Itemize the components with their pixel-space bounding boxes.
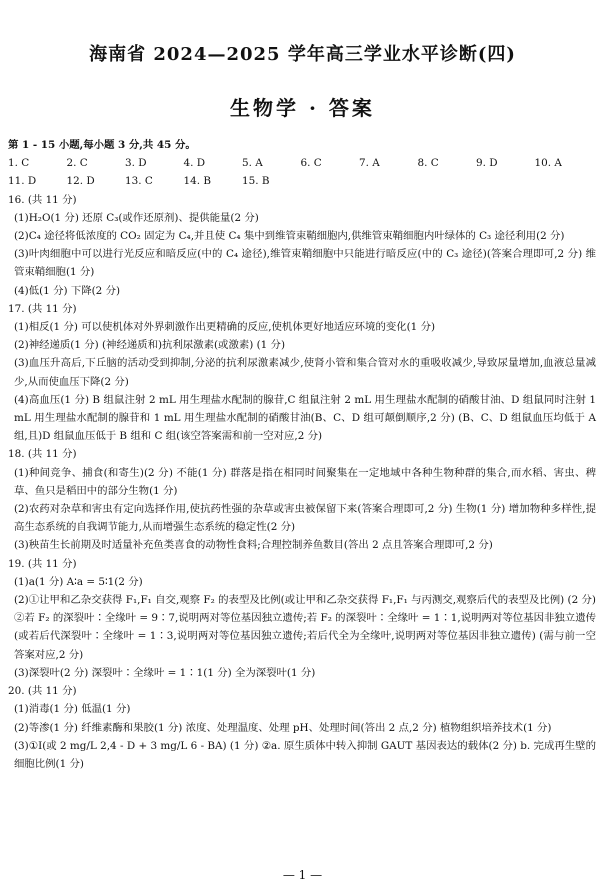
page-number: — 1 — [282,868,323,882]
answer-line: (2)农药对杂草和害虫有定向选择作用,使抗药性强的杂草或害虫被保留下来(答案合理即可,2 分) 生物(1 分) 增加物种多样性,提高生态系统的自我调节能力,从而增强生态系统的稳定性(2 分) [14,503,596,534]
mcq-answer: 6. C [300,157,322,170]
mcq-answer: 11. D [8,175,37,188]
answer-line: (3)叶肉细胞中可以进行光反应和暗反应(中的 C₄ 途径),维管束鞘细胞中只能进行暗反应(中的 C₃ 途径)(答案合理即可,2 分) 维管束鞘细胞(1 分) [14,248,596,279]
mcq-answer: 13. C [125,175,153,188]
question-17 [8,300,596,446]
mcq-answer: 12. D [66,175,95,188]
mcq-answer: 9. D [476,157,498,170]
answer-line: (1)a(1 分) A∶a = 5∶1(2 分) [14,575,143,588]
answer-line: (3)血压升高后,下丘脑的活动受到抑制,分泌的抗利尿激素减少,使肾小管和集合管对水的重吸收减少,导致尿量增加,血液总量减少,从而使血压下降(2 分) [14,357,596,388]
answer-line: (4)高血压(1 分) B 组鼠注射 2 mL 用生理盐水配制的腺苷,C 组鼠注射 2 mL 用生理盐水配制的硝酸甘油、D 组鼠同时注射 1 mL 用生理盐水配制的腺苷和 1 mL 用生理盐水配制的硝酸甘油(B、C、D 组可颠倒顺序,2 分) (B、C、D 组鼠血压均低于 A 组,且)D 组鼠血压低于 B 组和 C 组(该空答案需和前一空对应,2 分) [14,393,596,443]
answer-line: (2)C₄ 途径将低浓度的 CO₂ 固定为 C₄,并且使 C₄ 集中到维管束鞘细胞内,供维管束鞘细胞内叶绿体的 C₃ 途径利用(2 分) [14,230,565,243]
mcq-answer: 4. D [183,157,206,170]
question-18 [8,445,596,554]
mcq-intro: 第 1 - 15 小题,每小题 3 分,共 45 分。 [8,139,196,151]
mcq-answer: 1. C [8,157,30,170]
mcq-answer: 15. B [242,175,270,188]
question-16 [8,191,596,300]
mcq-answer: 3. D [125,157,147,170]
question-heading: 18. (共 11 分) [8,448,77,461]
mcq-answer: 14. B [183,175,211,188]
question-heading: 20. (共 11 分) [8,685,77,698]
mcq-answer: 2. C [66,157,88,170]
answer-line: (2)①让甲和乙杂交获得 F₁,F₁ 自交,观察 F₂ 的表型及比例(或让甲和乙杂交获得 F₁,F₁ 与丙测交,观察后代的表型及比例) (2 分) ②若 F₂ 的深裂叶∶全缘叶 = 9∶7,说明两对等位基因独立遗传;若 F₂ 的深裂叶∶全缘叶 = 1∶1,说明两对等位基因非独立遗传(或若后代深裂叶∶全缘叶 = 1∶3,说明两对等位基因独立遗传;若后代全为全缘叶,说明两对等位基因非独立遗传) (需与前一空答案对应,2 分) [14,594,596,661]
answer-line: (1)H₂O(1 分) 还原 C₃(或作还原剂)、提供能量(2 分) [14,211,259,224]
mcq-answer: 10. A [534,157,562,170]
answer-line: (3)①Ⅰ(或 2 mg/L 2,4 - D + 3 mg/L 6 - BA) (1 分) ②a. 原生质体中转入抑制 GAUT 基因表达的载体(2 分) b. 完成再生壁的细胞比例(1 分) [14,739,596,770]
question-heading: 17. (共 11 分) [8,302,77,315]
answer-line: (2)神经递质(1 分) (神经递质和)抗利尿激素(或激素) (1 分) [14,339,286,352]
answer-line: (2)等渗(1 分) 纤维素酶和果胶(1 分) 浓度、处理温度、处理 pH、处理时间(答出 2 点,2 分) 植物组织培养技术(1 分) [14,721,552,734]
question-20 [8,682,596,773]
mcq-answer: 8. C [417,157,439,170]
answer-line: (1)相反(1 分) 可以使机体对外界刺激作出更精确的反应,使机体更好地适应环境的变化(1 分) [14,321,436,334]
question-heading: 16. (共 11 分) [8,193,77,206]
mcq-answer: 5. A [242,157,263,170]
answer-line: (4)低(1 分) 下降(2 分) [14,284,121,297]
question-heading: 19. (共 11 分) [8,557,77,570]
page-title: 海南省 2024—2025 学年高三学业水平诊断(四) [89,44,516,65]
answer-content [8,136,596,773]
answer-line: (3)深裂叶(2 分) 深裂叶∶全缘叶 = 1∶1(1 分) 全为深裂叶(1 分) [14,666,316,679]
answer-line: (3)秧苗生长前期及时适量补充鱼类喜食的动物性食料;合理控制养鱼数目(答出 2 点且答案合理即可,2 分) [14,539,493,552]
page-subtitle: 生物学 · 答案 [230,96,375,120]
question-19 [8,555,596,682]
answer-line: (1)消毒(1 分) 低温(1 分) [14,703,131,716]
mcq-answer: 7. A [359,157,380,170]
mcq-answers [8,154,596,190]
answer-line: (1)种间竞争、捕食(和寄生)(2 分) 不能(1 分) 群落是指在相同时间聚集在一定地域中各种生物种群的集合,而水稻、害虫、稗草、鱼只是稻田中的部分生物(1 分) [14,466,596,497]
